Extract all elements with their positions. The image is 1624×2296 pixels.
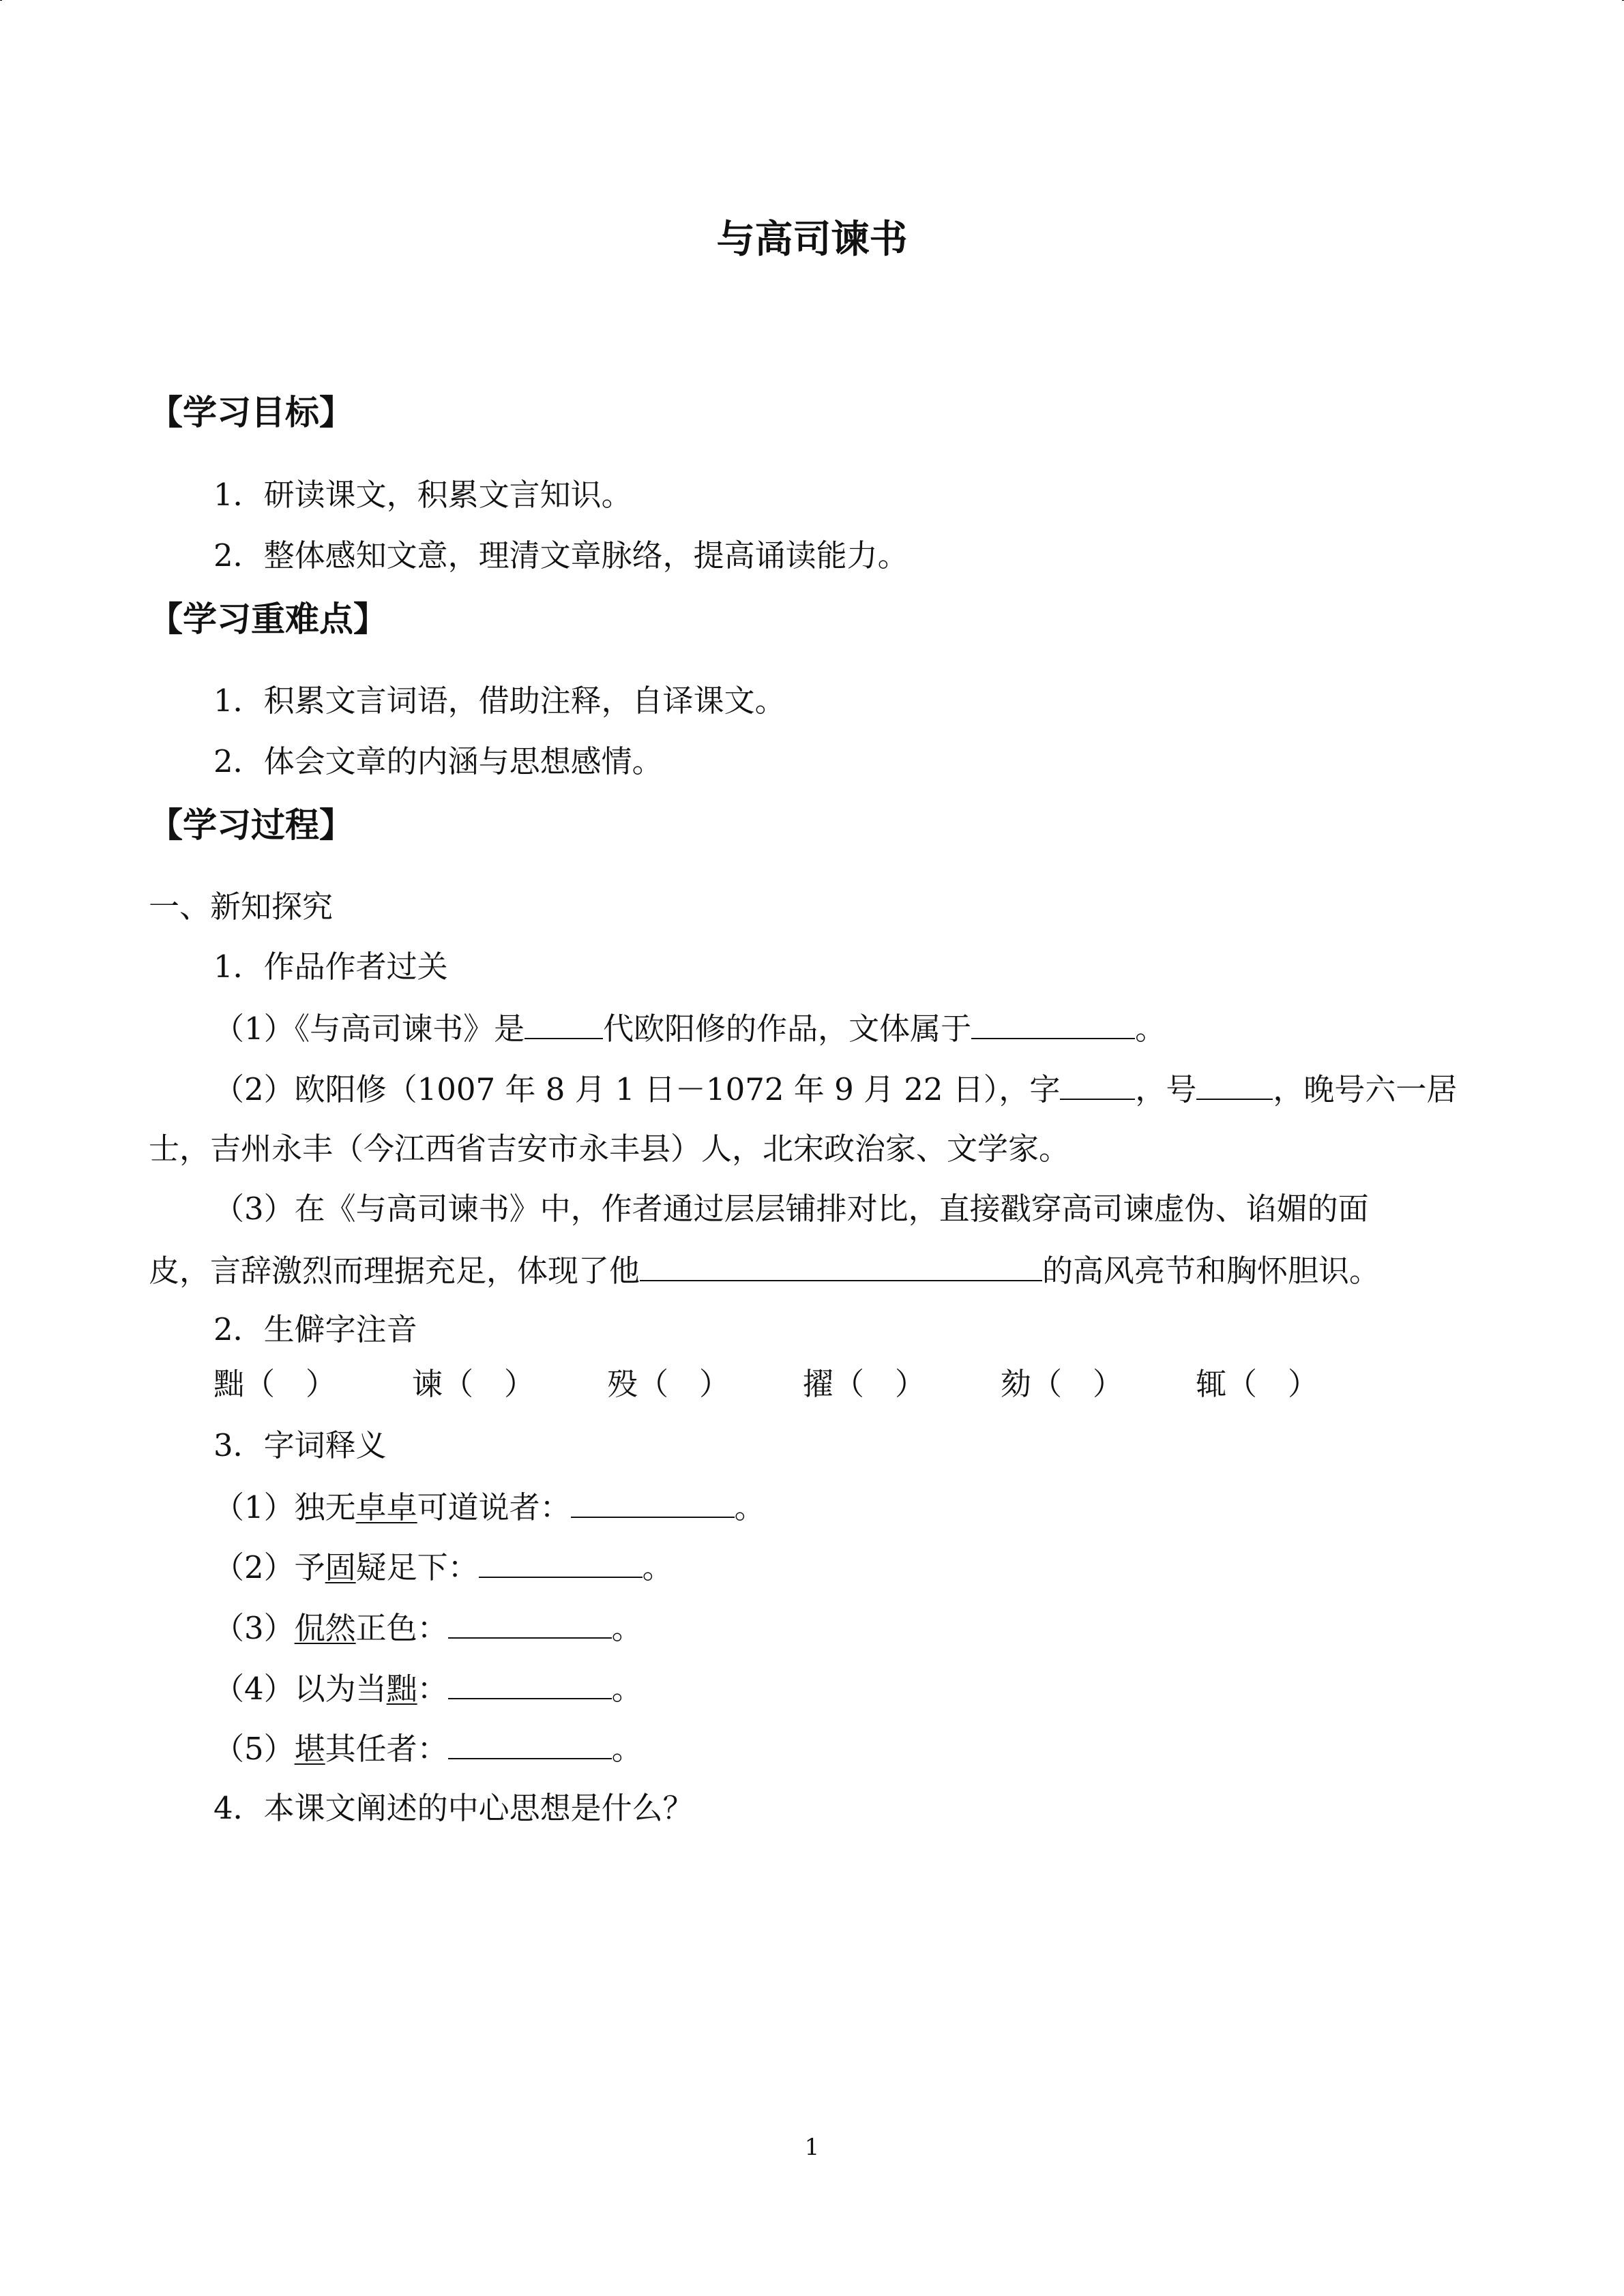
dynasty-blank[interactable] — [525, 1007, 603, 1039]
goal-item-1: 1．研读课文，积累文言知识。 — [213, 477, 632, 513]
heading-key-points: 【学习重难点】 — [149, 599, 387, 639]
definition-blank[interactable] — [571, 1486, 735, 1518]
q3-title: 3．字词释义 — [213, 1427, 387, 1463]
definition-end: 。 — [611, 1731, 643, 1767]
definition-blank[interactable] — [479, 1546, 643, 1578]
definition-target-word: 黜 — [386, 1671, 417, 1707]
definition-suffix: ： — [417, 1671, 448, 1707]
q1-sub1 — [213, 1007, 1166, 1049]
part1-title: 一、新知探究 — [149, 889, 334, 925]
q1-sub3-line1: （3）在《与高司谏书》中，作者通过层层铺排对比，直接戳穿高司谏虚伪、谄媚的面 — [213, 1191, 1369, 1227]
definition-suffix: 其任者： — [325, 1731, 448, 1767]
definition-prefix: （3） — [213, 1610, 295, 1646]
pinyin-item-5 — [1001, 1364, 1123, 1405]
page-number: 1 — [804, 2134, 820, 2161]
heading-learning-goals: 【学习目标】 — [149, 393, 353, 432]
definition-prefix: （5） — [213, 1731, 295, 1767]
pinyin-char: 谏 — [412, 1366, 443, 1402]
pinyin-char: 殁 — [607, 1366, 638, 1402]
definition-target-word: 侃然 — [294, 1610, 356, 1646]
definition-end: 。 — [611, 1610, 643, 1646]
virtue-blank[interactable] — [640, 1249, 1042, 1281]
definition-suffix: 可道说者： — [417, 1489, 571, 1525]
definition-suffix: 正色： — [355, 1610, 448, 1646]
pinyin-char: 辄 — [1196, 1366, 1227, 1402]
definition-blank[interactable] — [448, 1607, 612, 1639]
pinyin-char: 擢 — [803, 1366, 834, 1402]
key-point-item-1: 1．积累文言词语，借助注释，自译课文。 — [213, 683, 786, 719]
q1-sub2-text-c: ，晚号六一居 — [1273, 1071, 1458, 1107]
definition-blank[interactable] — [448, 1667, 612, 1699]
courtesy-name-blank[interactable] — [1060, 1068, 1135, 1100]
pinyin-char: 黜 — [213, 1366, 245, 1402]
pinyin-bracket[interactable]: （ ） — [1031, 1366, 1124, 1402]
definition-item-3 — [213, 1607, 643, 1649]
pinyin-bracket[interactable]: （ ） — [1226, 1366, 1319, 1402]
goal-item-2: 2．整体感知文意，理清文章脉络，提高诵读能力。 — [213, 537, 909, 573]
q1-sub1-text-a: （1）《与高司谏书》是 — [213, 1011, 525, 1047]
definition-end: 。 — [734, 1489, 765, 1525]
q1-sub2 — [213, 1068, 1457, 1110]
key-point-item-2: 2．体会文章的内涵与思想感情。 — [213, 743, 663, 779]
q2-title: 2．生僻字注音 — [213, 1311, 417, 1347]
q1-sub1-text-c: 。 — [1135, 1011, 1166, 1047]
corner-mark — [0, 0, 2, 1]
definition-end: 。 — [642, 1549, 673, 1585]
q4-title: 4．本课文阐述的中心思想是什么？ — [213, 1790, 694, 1826]
definition-prefix: （1）独无 — [213, 1489, 356, 1525]
heading-learning-process: 【学习过程】 — [149, 805, 353, 845]
definition-item-4 — [213, 1667, 643, 1710]
definition-prefix: （2）予 — [213, 1549, 325, 1585]
genre-blank[interactable] — [971, 1007, 1135, 1039]
definition-target-word: 固 — [325, 1549, 356, 1585]
definition-blank[interactable] — [448, 1727, 612, 1759]
pinyin-item-3 — [607, 1364, 730, 1405]
pen-name-blank[interactable] — [1196, 1068, 1273, 1100]
pinyin-item-6 — [1196, 1364, 1318, 1405]
q1-title: 1．作品作者过关 — [213, 949, 448, 985]
q1-sub1-text-b: 代欧阳修的作品，文体属于 — [603, 1011, 972, 1047]
definition-prefix: （4）以为当 — [213, 1671, 387, 1707]
pinyin-char: 劾 — [1001, 1366, 1032, 1402]
pinyin-bracket[interactable]: （ ） — [244, 1366, 337, 1402]
definition-target-word: 堪 — [294, 1731, 325, 1767]
q1-sub3-text-a: 皮，言辞激烈而理据充足，体现了他 — [149, 1253, 640, 1289]
pinyin-item-4 — [803, 1364, 926, 1405]
page-title: 与高司谏书 — [716, 218, 908, 262]
definition-end: 。 — [611, 1671, 643, 1707]
pinyin-item-1 — [213, 1364, 336, 1405]
definition-target-word: 卓卓 — [355, 1489, 417, 1525]
definition-suffix: 疑足下： — [355, 1549, 479, 1585]
pinyin-bracket[interactable]: （ ） — [443, 1366, 535, 1402]
definition-item-2 — [213, 1546, 673, 1588]
pinyin-bracket[interactable]: （ ） — [638, 1366, 730, 1402]
q1-sub2-text-a: （2）欧阳修（1007 年 8 月 1 日－1072 年 9 月 22 日），字 — [213, 1071, 1061, 1107]
definition-item-1 — [213, 1486, 765, 1528]
q1-sub3-text-b: 的高风亮节和胸怀胆识。 — [1042, 1253, 1381, 1289]
q1-sub2-text-b: ，号 — [1135, 1071, 1197, 1107]
pinyin-item-2 — [412, 1364, 535, 1405]
definition-item-5 — [213, 1727, 643, 1770]
q1-sub2-line2: 士，吉州永丰（今江西省吉安市永丰县）人，北宋政治家、文学家。 — [149, 1131, 1070, 1167]
pinyin-bracket[interactable]: （ ） — [833, 1366, 926, 1402]
q1-sub3-line2 — [149, 1249, 1380, 1292]
